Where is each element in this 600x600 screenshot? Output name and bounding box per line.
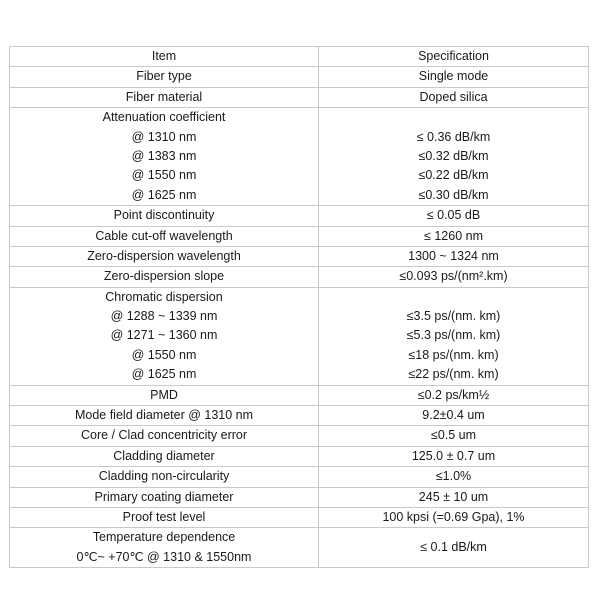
item-cell bbox=[10, 446, 319, 466]
item-line: Chromatic dispersion bbox=[105, 289, 223, 304]
item-line: Mode field diameter @ 1310 nm bbox=[74, 408, 254, 423]
table-row bbox=[10, 528, 589, 568]
spec-cell bbox=[319, 246, 589, 266]
table-row bbox=[10, 287, 589, 385]
item-cell bbox=[10, 426, 319, 446]
item-line: Zero-dispersion wavelength bbox=[87, 248, 241, 263]
item-line: Primary coating diameter bbox=[94, 489, 234, 504]
spec-cell bbox=[319, 67, 589, 87]
table-row bbox=[10, 108, 589, 206]
item-cell bbox=[10, 385, 319, 405]
header-item bbox=[10, 47, 319, 67]
item-line: Cladding diameter bbox=[113, 448, 215, 463]
item-line: Fiber type bbox=[136, 69, 192, 84]
spec-cell bbox=[319, 385, 589, 405]
table-header-row bbox=[10, 47, 589, 67]
table-row bbox=[10, 507, 589, 527]
header-spec-label: Specification bbox=[418, 49, 489, 63]
table-row bbox=[10, 467, 589, 487]
spec-line: ≤0.093 ps/(nm².km) bbox=[399, 269, 508, 284]
item-cell bbox=[10, 206, 319, 226]
item-cell bbox=[10, 226, 319, 246]
spec-line: 9.2±0.4 um bbox=[422, 408, 485, 423]
table-row bbox=[10, 267, 589, 287]
spec-line: ≤22 ps/(nm. km) bbox=[408, 367, 499, 382]
item-line: Temperature dependence bbox=[92, 530, 236, 545]
table-row bbox=[10, 406, 589, 426]
spec-line: ≤ 0.36 dB/km bbox=[416, 129, 491, 144]
item-cell bbox=[10, 67, 319, 87]
item-line: @ 1288 ~ 1339 nm bbox=[110, 309, 218, 324]
spec-line: Doped silica bbox=[419, 89, 488, 104]
item-cell bbox=[10, 406, 319, 426]
item-line: @ 1550 nm bbox=[131, 168, 197, 183]
item-line: @ 1383 nm bbox=[131, 148, 197, 163]
spec-cell bbox=[319, 507, 589, 527]
spec-table-body bbox=[10, 47, 589, 568]
spec-line: ≤18 ps/(nm. km) bbox=[408, 347, 499, 362]
item-cell bbox=[10, 507, 319, 527]
table-row bbox=[10, 67, 589, 87]
item-line: @ 1550 nm bbox=[131, 347, 197, 362]
spec-cell bbox=[319, 446, 589, 466]
item-line: @ 1625 nm bbox=[131, 187, 197, 202]
item-cell bbox=[10, 87, 319, 107]
spec-cell bbox=[319, 487, 589, 507]
spec-line: ≤ 0.1 dB/km bbox=[420, 540, 487, 555]
item-line: @ 1625 nm bbox=[131, 367, 197, 382]
spec-cell bbox=[319, 287, 589, 385]
spec-line: ≤3.5 ps/(nm. km) bbox=[406, 309, 501, 324]
header-item-label: Item bbox=[151, 49, 177, 63]
table-row bbox=[10, 426, 589, 446]
spec-line: ≤0.30 dB/km bbox=[418, 187, 489, 202]
item-line: @ 1310 nm bbox=[131, 129, 197, 144]
item-line: PMD bbox=[150, 387, 178, 402]
spec-line: ≤0.32 dB/km bbox=[418, 148, 489, 163]
item-cell bbox=[10, 267, 319, 287]
item-line: Cladding non-circularity bbox=[98, 469, 230, 484]
spec-line: 1300 ~ 1324 nm bbox=[408, 248, 499, 263]
table-row bbox=[10, 446, 589, 466]
item-line: Fiber material bbox=[125, 89, 203, 104]
spec-cell bbox=[319, 426, 589, 446]
spec-line: 125.0 ± 0.7 um bbox=[411, 448, 496, 463]
spec-cell bbox=[319, 406, 589, 426]
table-row bbox=[10, 246, 589, 266]
spec-line: 100 kpsi (=0.69 Gpa), 1% bbox=[382, 509, 525, 524]
table-row bbox=[10, 87, 589, 107]
header-spec bbox=[319, 47, 589, 67]
spec-cell bbox=[319, 267, 589, 287]
item-cell bbox=[10, 528, 319, 568]
item-cell bbox=[10, 287, 319, 385]
item-line: Core / Clad concentricity error bbox=[80, 428, 248, 443]
item-cell bbox=[10, 467, 319, 487]
spec-line: ≤ 0.05 dB bbox=[426, 208, 481, 223]
spec-cell bbox=[319, 226, 589, 246]
table-row bbox=[10, 385, 589, 405]
item-line: Point discontinuity bbox=[113, 208, 215, 223]
spec-line: ≤ 1260 nm bbox=[424, 228, 483, 243]
item-line: @ 1271 ~ 1360 nm bbox=[110, 328, 218, 343]
spec-cell bbox=[319, 87, 589, 107]
item-line: 0℃~ +70℃ @ 1310 & 1550nm bbox=[76, 549, 252, 564]
table-row bbox=[10, 487, 589, 507]
spec-line: ≤0.22 dB/km bbox=[418, 168, 489, 183]
spec-line bbox=[319, 108, 588, 127]
spec-cell bbox=[319, 528, 589, 568]
spec-cell bbox=[319, 467, 589, 487]
spec-line: ≤5.3 ps/(nm. km) bbox=[406, 328, 501, 343]
item-line: Zero-dispersion slope bbox=[103, 269, 225, 284]
spec-line: 245 ± 10 um bbox=[418, 489, 489, 504]
item-cell bbox=[10, 108, 319, 206]
item-cell bbox=[10, 487, 319, 507]
spec-cell bbox=[319, 206, 589, 226]
spec-line: Single mode bbox=[418, 69, 489, 84]
item-line: Cable cut-off wavelength bbox=[95, 228, 233, 243]
item-line: Proof test level bbox=[122, 509, 206, 524]
spec-line: ≤1.0% bbox=[435, 469, 472, 484]
spec-line: ≤0.5 um bbox=[430, 428, 477, 443]
table-row bbox=[10, 206, 589, 226]
item-cell bbox=[10, 246, 319, 266]
spec-table bbox=[9, 46, 589, 568]
table-row bbox=[10, 226, 589, 246]
spec-cell bbox=[319, 108, 589, 206]
spec-line: ≤0.2 ps/km½ bbox=[417, 387, 490, 402]
spec-line bbox=[319, 288, 588, 307]
item-line: Attenuation coefficient bbox=[102, 110, 226, 125]
